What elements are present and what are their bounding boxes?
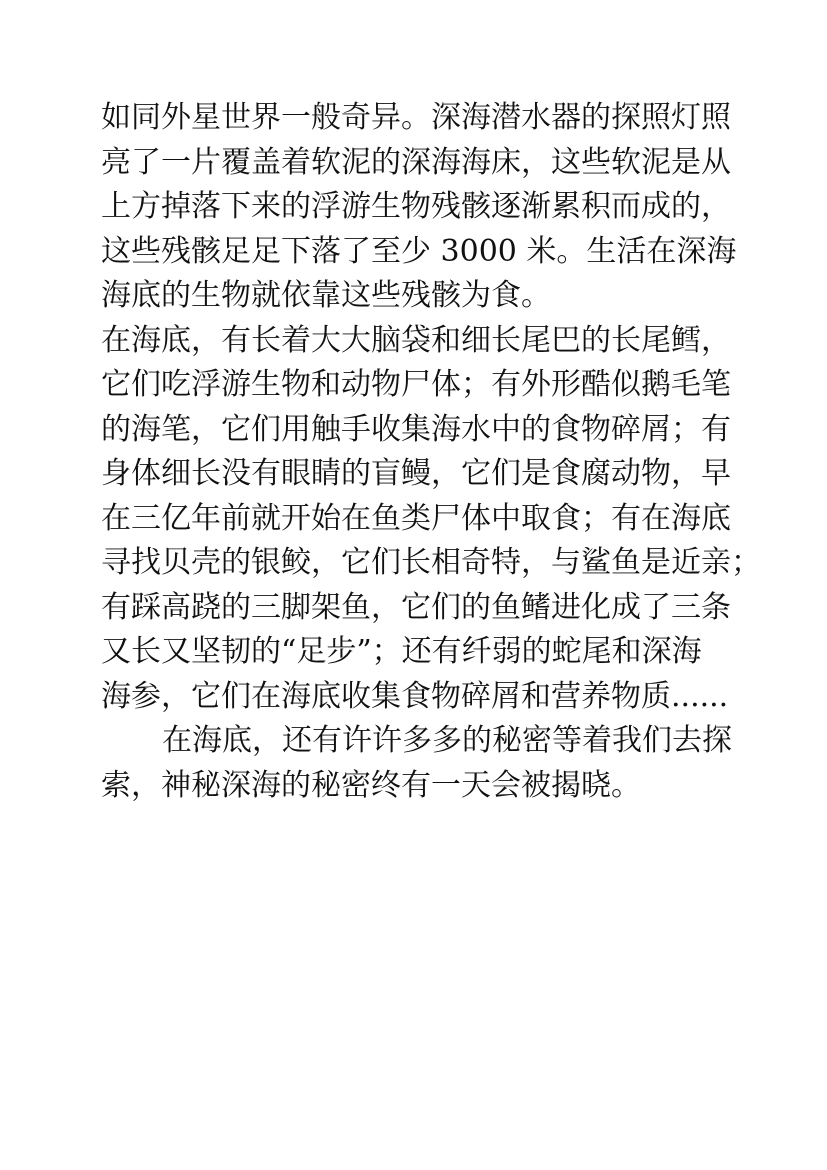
text-line: 海参，它们在海底收集食物碎屑和营养物质...... xyxy=(101,678,729,714)
text-line: 上方掉落下来的浮游生物残骸逐渐累积而成的， xyxy=(101,189,731,224)
text-line: 在海底，还有许许多多的秘密等着我们去探 xyxy=(162,723,732,758)
text-line: 的海笔，它们用触手收集海水中的食物碎屑；有 xyxy=(101,411,731,447)
text-line: 它们吃浮游生物和动物尸体；有外形酷似鹅毛笔 xyxy=(101,367,731,402)
text-line: 有踩高跷的三脚架鱼，它们的鱼鳍进化成了三条 xyxy=(101,589,731,625)
text-line: 身体细长没有眼睛的盲鳗，它们是食腐动物，早 xyxy=(101,456,731,491)
text-line: 又长又坚韧的“足步”；还有纤弱的蛇尾和深海 xyxy=(101,634,702,669)
text-line: 这些残骸足足下落了至少 3000 米。生活在深海 xyxy=(101,233,737,269)
paragraph-2 xyxy=(101,319,761,720)
text-line: 索，神秘深海的秘密终有一天会被揭晓。 xyxy=(101,767,641,803)
paragraph-1 xyxy=(101,96,741,319)
paragraph-3 xyxy=(101,719,741,808)
text-line: 如同外星世界一般奇异。深海潜水器的探照灯照 xyxy=(101,100,731,135)
text-line: 寻找贝壳的银鲛，它们长相奇特，与鲨鱼是近亲； xyxy=(101,545,761,580)
document-body xyxy=(101,96,761,808)
text-line: 海底的生物就依靠这些残骸为食。 xyxy=(101,278,551,313)
text-line: 亮了一片覆盖着软泥的深海海床，这些软泥是从 xyxy=(101,144,731,180)
text-line: 在三亿年前就开始在鱼类尸体中取食；有在海底 xyxy=(101,500,731,536)
text-line: 在海底，有长着大大脑袋和细长尾巴的长尾鳕， xyxy=(101,322,731,358)
